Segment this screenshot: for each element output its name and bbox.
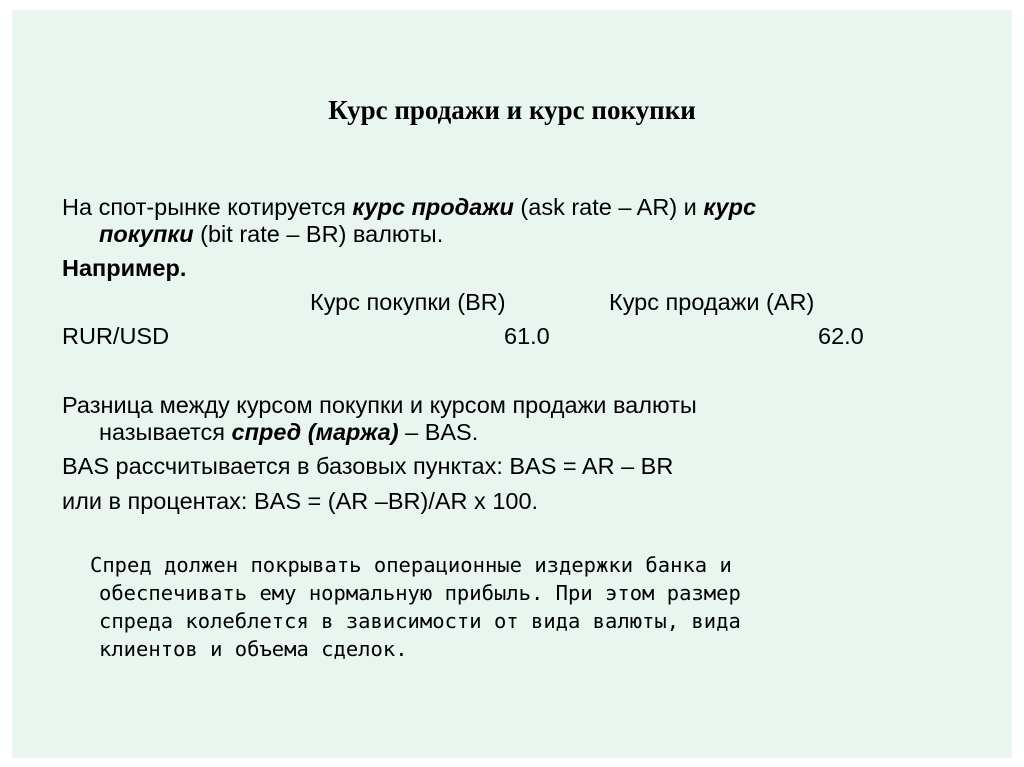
table-header-ask: Курс продажи (AR) <box>609 289 815 315</box>
ask-rate-term: курс продажи <box>352 194 514 220</box>
intro-line-1 <box>62 194 756 220</box>
intro-text: (bit rate – BR) валюты. <box>193 221 444 247</box>
spread-term: спред (маржа) <box>231 419 399 445</box>
intro-text: (ask rate – AR) и <box>513 194 704 220</box>
bas-percent-formula: или в процентах: BAS = (AR –BR)/AR x 100. <box>62 488 539 514</box>
note-line-3: спреда колеблется в зависимости от вида валюты, вида <box>99 609 741 633</box>
currency-pair: RUR/USD <box>62 323 170 349</box>
example-label: Например. <box>62 255 187 281</box>
bid-rate-term: курс <box>703 194 757 220</box>
note-line-2: обеспечивать ему нормальную прибыль. При этом размер <box>99 581 741 605</box>
note-line-1: Спред должен покрывать операционные издержки банка и <box>90 553 732 577</box>
intro-text: На спот-рынке котируется <box>62 194 353 220</box>
bas-points-formula: BAS рассчитывается в базовых пунктах: BAS = AR – BR <box>62 453 674 479</box>
spread-line-1: Разница между курсом покупки и курсом продажи валюты <box>62 392 697 418</box>
bid-rate-value: 61.0 <box>504 323 550 349</box>
bid-rate-term: покупки <box>99 221 194 247</box>
table-header-bid: Курс покупки (BR) <box>310 289 506 315</box>
spread-text: называется <box>99 419 232 445</box>
intro-line-2 <box>99 221 443 247</box>
note-line-4: клиентов и объема сделок. <box>99 637 408 661</box>
ask-rate-value: 62.0 <box>818 323 864 349</box>
spread-text: – BAS. <box>398 419 479 445</box>
slide <box>12 10 1012 758</box>
spread-line-2 <box>99 419 478 445</box>
slide-title: Курс продажи и курс покупки <box>328 95 696 125</box>
